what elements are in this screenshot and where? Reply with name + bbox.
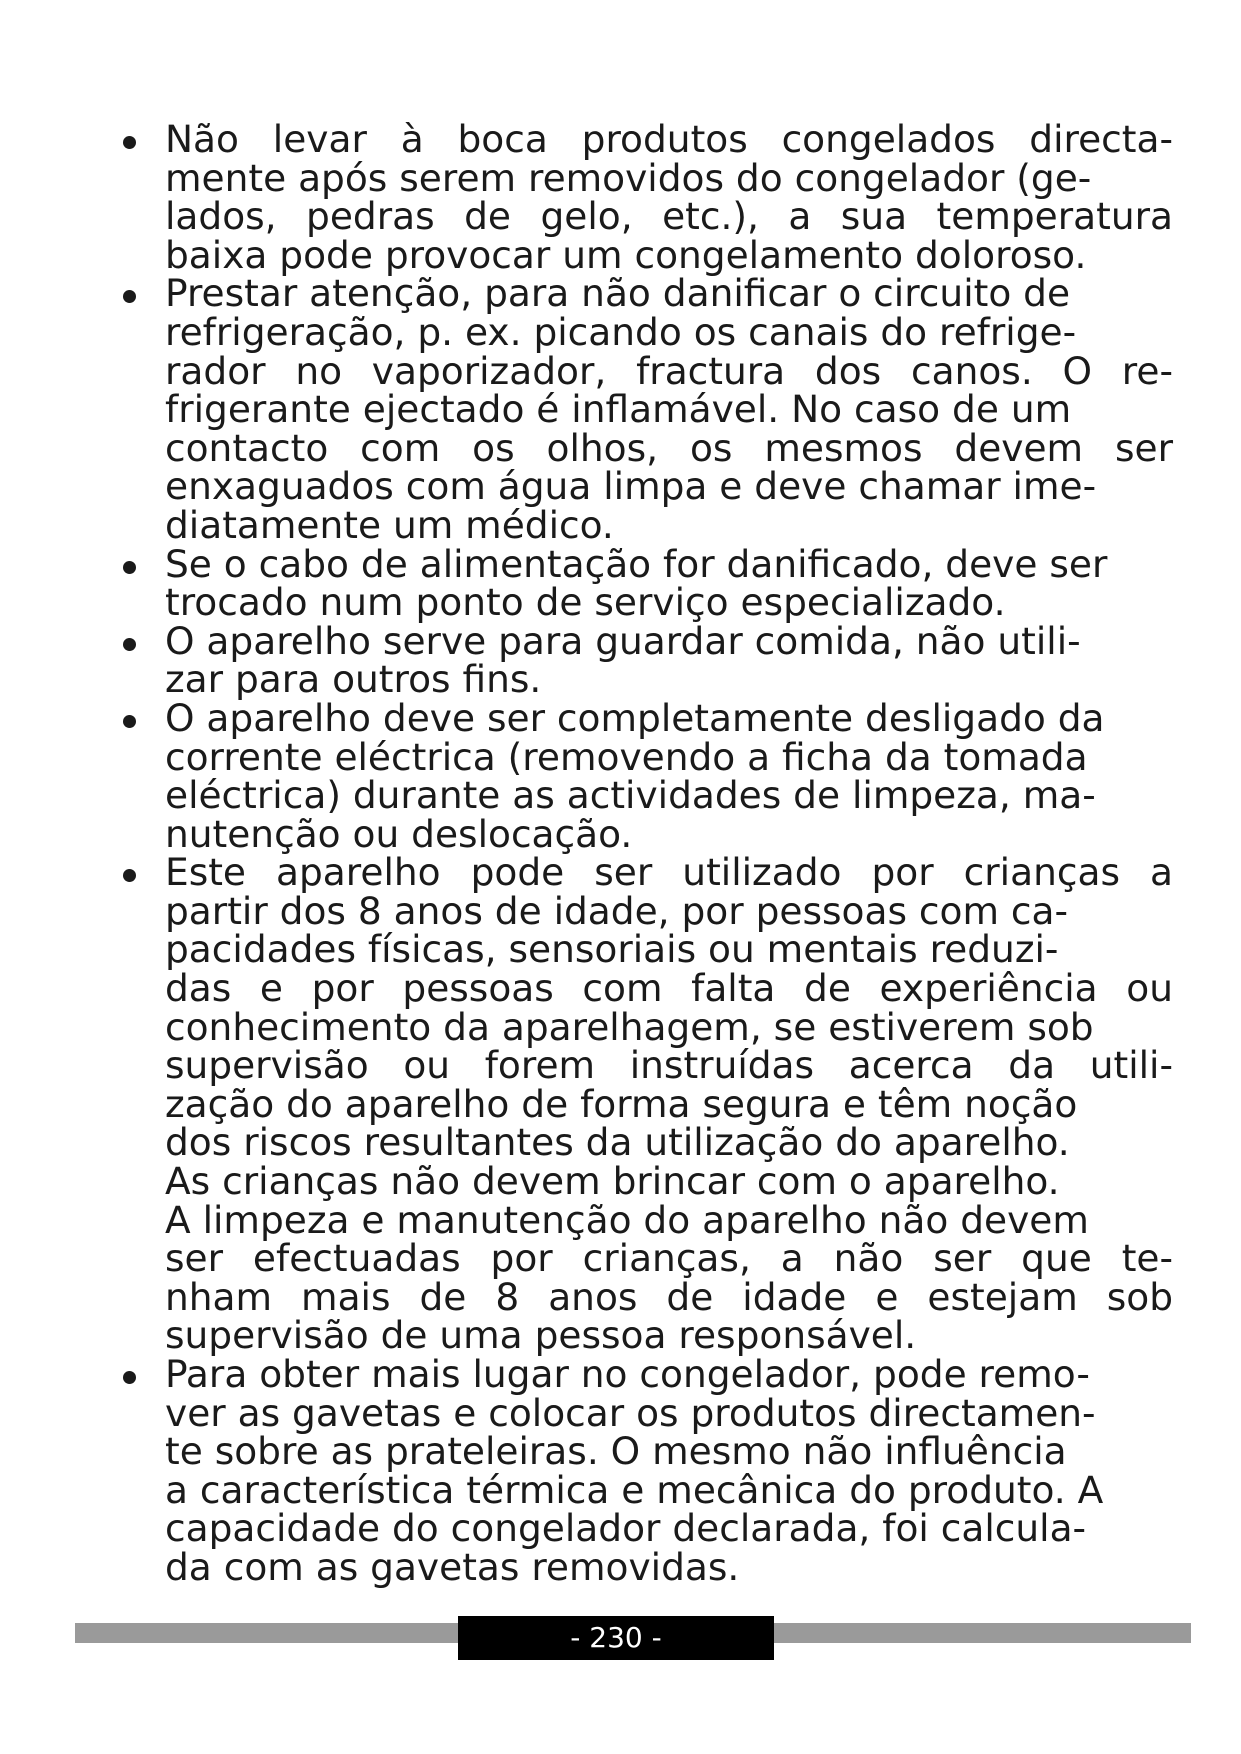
text-line: pacidades físicas, sensoriais ou mentais reduzi- [165, 927, 1059, 972]
text-line: supervisão de uma pessoa responsável. [165, 1313, 917, 1358]
text-line: rador no vaporizador, fractura dos canos. O re- [165, 348, 1173, 393]
text-line: Para obter mais lugar no congelador, pode remo- [165, 1352, 1090, 1396]
bullet-item [118, 695, 1173, 856]
text-line: a característica térmica e mecânica do produto. A [165, 1467, 1104, 1512]
text-line: nham mais de 8 anos de idade e estejam sob [165, 1274, 1173, 1319]
text-line: supervisão ou forem instruídas acerca da utili- [165, 1043, 1173, 1088]
bullet-icon [123, 869, 136, 882]
bullet-icon [123, 638, 136, 651]
document-body [118, 117, 1173, 1589]
text-line: dos riscos resultantes da utilização do aparelho. [165, 1120, 1070, 1165]
text-line: ser efectuadas por crianças, a não ser que te- [165, 1236, 1173, 1281]
bullet-item [118, 618, 1173, 702]
text-line: corrente eléctrica (removendo a ficha da tomada [165, 734, 1088, 779]
text-line: mente após serem removidos do congelador (ge- [165, 155, 1092, 200]
text-line: zar para outros fins. [165, 657, 542, 702]
bullet-item [118, 271, 1173, 547]
text-line: te sobre as prateleiras. O mesmo não influência [165, 1429, 1067, 1474]
bullet-item [118, 1352, 1173, 1589]
text-line: trocado num ponto de serviço especializado. [165, 580, 1006, 625]
bullet-icon [123, 1371, 136, 1384]
bullet-list [118, 117, 1173, 1589]
bullet-icon [123, 136, 136, 149]
bullet-item [118, 541, 1173, 625]
text-line: capacidade do congelador declarada, foi calcula- [165, 1506, 1087, 1551]
text-line: lados, pedras de gelo, etc.), a sua temperatura [165, 194, 1173, 239]
text-line: A limpeza e manutenção do aparelho não devem [165, 1197, 1089, 1242]
text-line: O aparelho serve para guardar comida, não utili- [165, 618, 1081, 663]
bullet-item [118, 850, 1173, 1358]
bullet-icon [123, 715, 136, 728]
text-line: Este aparelho pode ser utilizado por crianças a [165, 850, 1173, 895]
text-line: nutenção ou deslocação. [165, 811, 633, 856]
text-line: frigerante ejectado é inflamável. No caso de um [165, 387, 1072, 432]
bullet-icon [123, 290, 136, 303]
text-line: Se o cabo de alimentação for danificado, deve ser [165, 541, 1108, 586]
text-line: da com as gavetas removidas. [165, 1544, 740, 1589]
text-line: As crianças não devem brincar com o aparelho. [165, 1159, 1060, 1204]
bullet-icon [123, 561, 136, 574]
text-line: zação do aparelho de forma segura e têm noção [165, 1081, 1078, 1126]
text-line: O aparelho deve ser completamente desligado da [165, 695, 1105, 740]
text-line: das e por pessoas com falta de experiência ou [165, 966, 1173, 1011]
text-line: ver as gavetas e colocar os produtos directamen- [165, 1390, 1096, 1435]
text-line: eléctrica) durante as actividades de limpeza, ma- [165, 773, 1096, 818]
text-line: refrigeração, p. ex. picando os canais do refrige- [165, 309, 1077, 354]
text-line: contacto com os olhos, os mesmos devem ser [165, 425, 1173, 470]
text-line: enxaguados com água limpa e deve chamar ime- [165, 464, 1097, 509]
bullet-item [118, 117, 1173, 277]
text-line: baixa pode provocar um congelamento doloroso. [165, 232, 1087, 277]
text-line: conhecimento da aparelhagem, se estiverem sob [165, 1004, 1094, 1049]
text-line: Prestar atenção, para não danificar o circuito de [165, 271, 1071, 316]
text-line: Não levar à boca produtos congelados directa- [165, 117, 1173, 161]
text-line: diatamente um médico. [165, 502, 614, 547]
page-number: - 230 - [458, 1616, 774, 1660]
text-line: partir dos 8 anos de idade, por pessoas com ca- [165, 888, 1069, 933]
